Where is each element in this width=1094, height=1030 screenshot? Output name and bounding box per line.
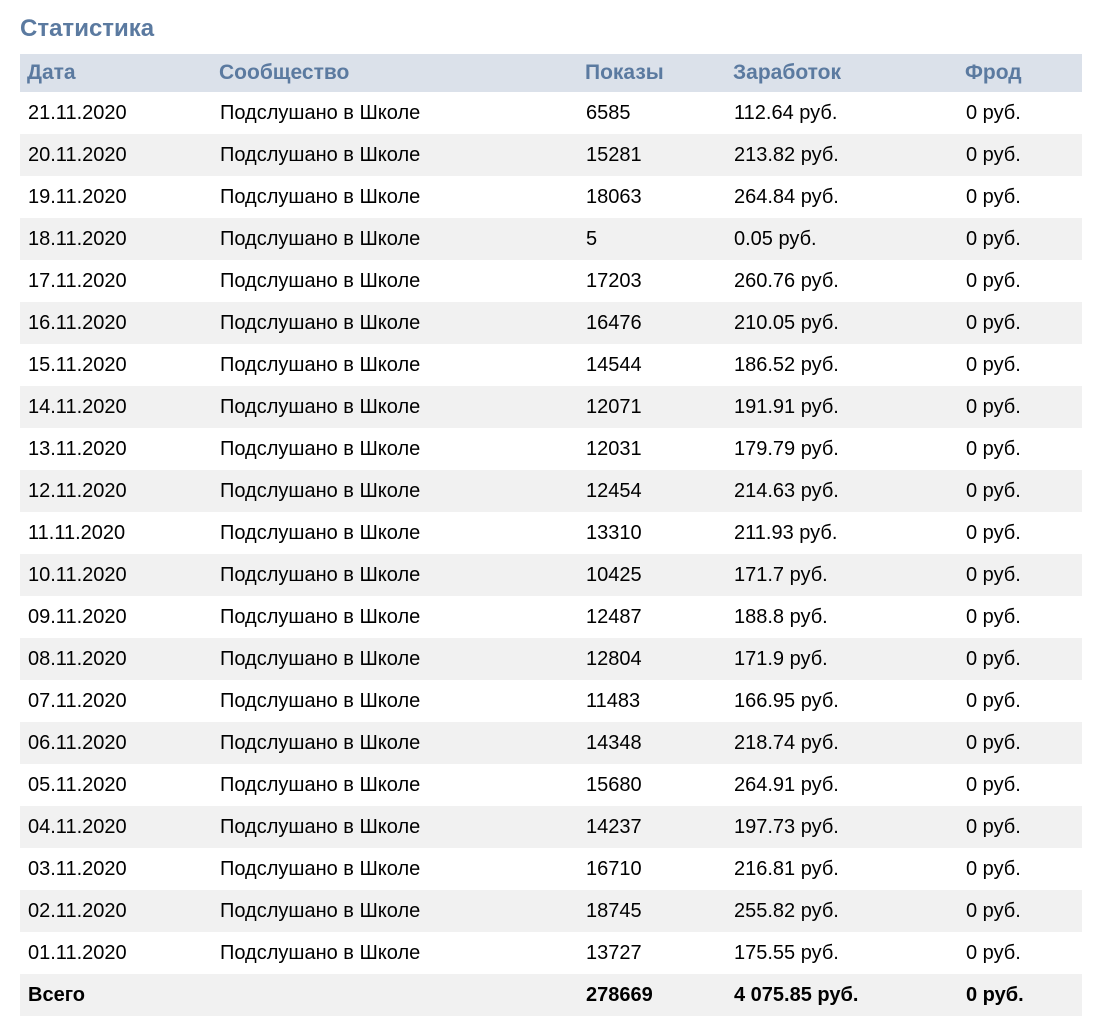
table-row bbox=[20, 218, 1082, 260]
cell-community: Подслушано в Школе bbox=[212, 134, 578, 176]
cell-date: 20.11.2020 bbox=[20, 134, 212, 176]
cell-date: 01.11.2020 bbox=[28, 941, 127, 964]
cell-shows: 18745 bbox=[578, 890, 726, 932]
cell-earnings: 186.52 руб. bbox=[734, 353, 839, 376]
page-title: Статистика bbox=[20, 15, 155, 42]
table-row bbox=[20, 596, 1082, 638]
cell-community: Подслушано в Школе bbox=[212, 890, 578, 932]
cell-date: 12.11.2020 bbox=[20, 470, 212, 512]
column-header-fraud: Фрод bbox=[958, 54, 1082, 92]
table-row bbox=[20, 92, 1082, 134]
cell-fraud: 0 руб. bbox=[966, 521, 1021, 544]
cell-shows: 18063 bbox=[586, 185, 642, 208]
cell-earnings: 188.8 руб. bbox=[734, 605, 828, 628]
cell-earnings: 0.05 руб. bbox=[726, 218, 958, 260]
table-row bbox=[20, 470, 1082, 512]
cell-fraud: 0 руб. bbox=[966, 437, 1021, 460]
cell-date: 13.11.2020 bbox=[28, 437, 127, 460]
column-header-shows: Показы bbox=[578, 54, 726, 92]
cell-community: Подслушано в Школе bbox=[212, 554, 578, 596]
cell-shows: 17203 bbox=[586, 269, 642, 292]
total-row bbox=[20, 974, 1082, 1016]
table-row bbox=[20, 302, 1082, 344]
cell-earnings: 213.82 руб. bbox=[726, 134, 958, 176]
cell-community: Подслушано в Школе bbox=[220, 605, 421, 628]
cell-fraud: 0 руб. bbox=[958, 890, 1082, 932]
cell-date: 21.11.2020 bbox=[28, 101, 127, 124]
cell-shows: 14237 bbox=[578, 806, 726, 848]
total-shows: 278669 bbox=[578, 974, 726, 1016]
cell-community: Подслушано в Школе bbox=[220, 437, 421, 460]
cell-shows: 15680 bbox=[586, 773, 642, 796]
cell-date: 10.11.2020 bbox=[20, 554, 212, 596]
cell-date: 15.11.2020 bbox=[28, 353, 127, 376]
cell-earnings: 218.74 руб. bbox=[726, 722, 958, 764]
cell-fraud: 0 руб. bbox=[966, 101, 1021, 124]
table-row bbox=[20, 512, 1082, 554]
cell-shows: 13310 bbox=[586, 521, 642, 544]
cell-shows: 11483 bbox=[586, 689, 641, 712]
cell-fraud: 0 руб. bbox=[958, 302, 1082, 344]
total-fraud: 0 руб. bbox=[958, 974, 1082, 1016]
column-header-date: Дата bbox=[20, 54, 212, 92]
table-row bbox=[20, 806, 1082, 848]
total-label: Всего bbox=[20, 974, 212, 1016]
cell-shows: 12454 bbox=[578, 470, 726, 512]
cell-date: 08.11.2020 bbox=[20, 638, 212, 680]
table-row bbox=[20, 344, 1082, 386]
table-row bbox=[20, 554, 1082, 596]
cell-earnings: 171.7 руб. bbox=[726, 554, 958, 596]
cell-shows: 12071 bbox=[578, 386, 726, 428]
cell-date: 17.11.2020 bbox=[28, 269, 127, 292]
cell-community: Подслушано в Школе bbox=[212, 806, 578, 848]
cell-shows: 13727 bbox=[586, 941, 642, 964]
cell-shows: 14544 bbox=[586, 353, 642, 376]
cell-date: 07.11.2020 bbox=[28, 689, 127, 712]
cell-date: 02.11.2020 bbox=[20, 890, 212, 932]
cell-fraud: 0 руб. bbox=[958, 218, 1082, 260]
cell-fraud: 0 руб. bbox=[966, 941, 1021, 964]
cell-community: Подслушано в Школе bbox=[220, 269, 421, 292]
cell-date: 06.11.2020 bbox=[20, 722, 212, 764]
table-row bbox=[20, 890, 1082, 932]
cell-shows: 16710 bbox=[586, 857, 642, 880]
cell-fraud: 0 руб. bbox=[966, 353, 1021, 376]
cell-fraud: 0 руб. bbox=[958, 806, 1082, 848]
cell-shows: 16476 bbox=[578, 302, 726, 344]
table-row bbox=[20, 176, 1082, 218]
cell-community: Подслушано в Школе bbox=[220, 857, 421, 880]
cell-community: Подслушано в Школе bbox=[220, 521, 421, 544]
cell-community: Подслушано в Школе bbox=[212, 386, 578, 428]
cell-fraud: 0 руб. bbox=[966, 185, 1021, 208]
cell-fraud: 0 руб. bbox=[966, 605, 1021, 628]
cell-shows: 15281 bbox=[578, 134, 726, 176]
cell-earnings: 175.55 руб. bbox=[734, 941, 839, 964]
cell-earnings: 255.82 руб. bbox=[726, 890, 958, 932]
cell-community: Подслушано в Школе bbox=[212, 302, 578, 344]
cell-fraud: 0 руб. bbox=[966, 773, 1021, 796]
cell-earnings: 166.95 руб. bbox=[734, 689, 839, 712]
cell-shows: 12031 bbox=[586, 437, 642, 460]
table-row bbox=[20, 134, 1082, 176]
cell-earnings: 191.91 руб. bbox=[726, 386, 958, 428]
statistics-table bbox=[20, 54, 1082, 1016]
cell-date: 09.11.2020 bbox=[28, 605, 127, 628]
cell-shows: 12487 bbox=[586, 605, 642, 628]
table-row bbox=[20, 680, 1082, 722]
cell-earnings: 211.93 руб. bbox=[734, 521, 838, 544]
cell-community: Подслушано в Школе bbox=[212, 722, 578, 764]
cell-community: Подслушано в Школе bbox=[220, 773, 421, 796]
total-community-cell bbox=[212, 974, 578, 1016]
cell-earnings: 214.63 руб. bbox=[726, 470, 958, 512]
table-header-row bbox=[20, 54, 1082, 92]
cell-earnings: 171.9 руб. bbox=[726, 638, 958, 680]
cell-shows: 5 bbox=[578, 218, 726, 260]
cell-shows: 6585 bbox=[586, 101, 631, 124]
table-row bbox=[20, 260, 1082, 302]
cell-shows: 14348 bbox=[578, 722, 726, 764]
cell-community: Подслушано в Школе bbox=[220, 185, 421, 208]
cell-community: Подслушано в Школе bbox=[220, 941, 421, 964]
cell-fraud: 0 руб. bbox=[958, 722, 1082, 764]
cell-earnings: 264.91 руб. bbox=[734, 773, 839, 796]
table-row bbox=[20, 638, 1082, 680]
cell-shows: 12804 bbox=[578, 638, 726, 680]
cell-earnings: 216.81 руб. bbox=[734, 857, 839, 880]
cell-community: Подслушано в Школе bbox=[212, 638, 578, 680]
cell-date: 14.11.2020 bbox=[20, 386, 212, 428]
table-row bbox=[20, 386, 1082, 428]
cell-date: 05.11.2020 bbox=[28, 773, 127, 796]
cell-fraud: 0 руб. bbox=[958, 554, 1082, 596]
cell-fraud: 0 руб. bbox=[958, 638, 1082, 680]
cell-fraud: 0 руб. bbox=[958, 386, 1082, 428]
cell-community: Подслушано в Школе bbox=[212, 470, 578, 512]
cell-earnings: 112.64 руб. bbox=[734, 101, 838, 124]
cell-date: 18.11.2020 bbox=[20, 218, 212, 260]
cell-shows: 10425 bbox=[578, 554, 726, 596]
cell-earnings: 179.79 руб. bbox=[734, 437, 839, 460]
total-earnings: 4 075.85 руб. bbox=[726, 974, 958, 1016]
column-header-earnings: Заработок bbox=[726, 54, 958, 92]
cell-fraud: 0 руб. bbox=[958, 134, 1082, 176]
cell-date: 03.11.2020 bbox=[28, 857, 127, 880]
cell-earnings: 260.76 руб. bbox=[734, 269, 839, 292]
column-header-community: Сообщество bbox=[212, 54, 578, 92]
table-body bbox=[20, 92, 1082, 974]
table-row bbox=[20, 932, 1082, 974]
table-row bbox=[20, 428, 1082, 470]
cell-date: 04.11.2020 bbox=[20, 806, 212, 848]
cell-community: Подслушано в Школе bbox=[220, 101, 421, 124]
table-row bbox=[20, 722, 1082, 764]
cell-community: Подслушано в Школе bbox=[220, 353, 421, 376]
cell-community: Подслушано в Школе bbox=[212, 218, 578, 260]
cell-fraud: 0 руб. bbox=[966, 269, 1021, 292]
cell-fraud: 0 руб. bbox=[958, 470, 1082, 512]
cell-earnings: 197.73 руб. bbox=[726, 806, 958, 848]
cell-fraud: 0 руб. bbox=[966, 857, 1021, 880]
cell-fraud: 0 руб. bbox=[966, 689, 1021, 712]
table-row bbox=[20, 764, 1082, 806]
cell-earnings: 210.05 руб. bbox=[726, 302, 958, 344]
cell-date: 19.11.2020 bbox=[28, 185, 127, 208]
table-row bbox=[20, 848, 1082, 890]
cell-earnings: 264.84 руб. bbox=[734, 185, 839, 208]
cell-community: Подслушано в Школе bbox=[220, 689, 421, 712]
cell-date: 11.11.2020 bbox=[28, 521, 126, 544]
cell-date: 16.11.2020 bbox=[20, 302, 212, 344]
